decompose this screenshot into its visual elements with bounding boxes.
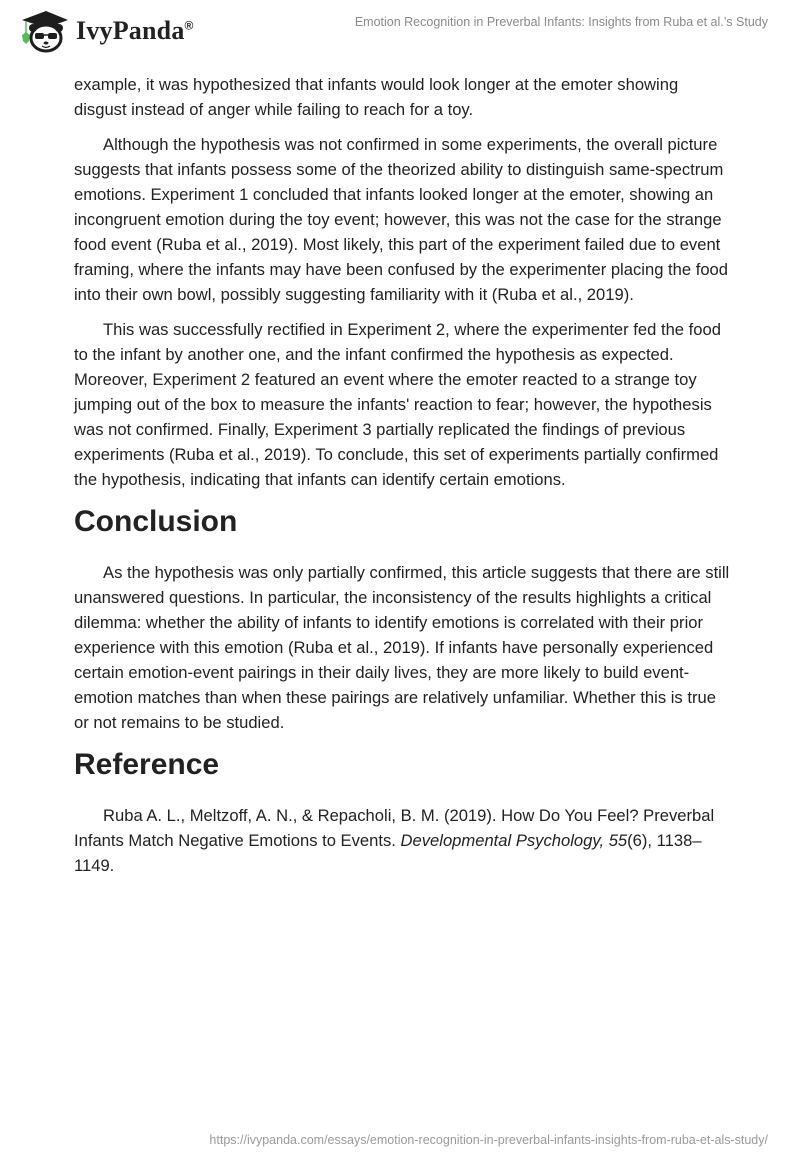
footer-url[interactable]: https://ivypanda.com/essays/emotion-recognition-in-preverbal-infants-insights-from-ruba-et-als-study/ [209, 1133, 768, 1147]
reference-issue-pages: (6), 1138–1149. [74, 831, 702, 875]
document-title: Emotion Recognition in Preverbal Infants: Insights from Ruba et al.’s Study [354, 15, 768, 29]
panda-graduate-icon [18, 8, 70, 54]
reference-volume: 55 [608, 831, 628, 850]
page-header [0, 0, 800, 60]
conclusion-heading: Conclusion [74, 505, 238, 538]
registered-mark: ® [184, 18, 194, 33]
conclusion-paragraph: As the hypothesis was only partially confirmed, this article suggests that there are still unanswered questions. In particular, the inconsistency of the results highlights a critical dilemma: whether the ability of infants to identify emotions is correlated with their prior experience with this emotion (Ruba et al., 2019). If infants have personally experienced certain emotion-event pairings in their daily lives, they are more likely to build event-emotion matches than when these pairings are relatively unfamiliar. Whether this is true or not remains to be studied. [74, 563, 730, 732]
reference-entry [74, 803, 734, 878]
paragraph-experiment-1: Although the hypothesis was not confirmed in some experiments, the overall picture suggests that infants possess some of the theorized ability to distinguish same-spectrum emotions. Experiment 1 concluded that infants looked longer at the emoter, showing an incongruent emotion during the toy event; however, this was not the case for the strange food event (Ruba et al., 2019). Most likely, this part of the experiment failed due to event framing, where the infants may have been confused by the experimenter placing the food into their own bowl, possibly suggesting familiarity with it (Ruba et al., 2019). [74, 135, 729, 304]
paragraph-continuation: example, it was hypothesized that infants would look longer at the emoter showing disgust instead of anger while failing to reach for a toy. [74, 75, 679, 119]
logo-text: IvyPanda® [76, 16, 194, 45]
reference-heading: Reference [74, 748, 220, 781]
essay-content [74, 72, 734, 878]
reference-authors-title: Ruba A. L., Meltzoff, A. N., & Repacholi, B. M. (2019). How Do You Feel? Preverbal Infants Match Negative Emotions to Events. [74, 806, 715, 850]
reference-journal: Developmental Psychology, [400, 831, 605, 850]
ivypanda-logo[interactable] [18, 8, 194, 54]
paragraph-experiment-2-3: This was successfully rectified in Experiment 2, where the experimenter fed the food to the infant by another one, and the infant confirmed the hypothesis as expected. Moreover, Experiment 2 featured an event where the emoter reacted to a strange toy jumping out of the box to measure the infants' reaction to fear; however, the hypothesis was not confirmed. Finally, Experiment 3 partially replicated the findings of previous experiments (Ruba et al., 2019). To conclude, this set of experiments partially confirmed the hypothesis, indicating that infants can identify certain emotions. [74, 320, 721, 489]
